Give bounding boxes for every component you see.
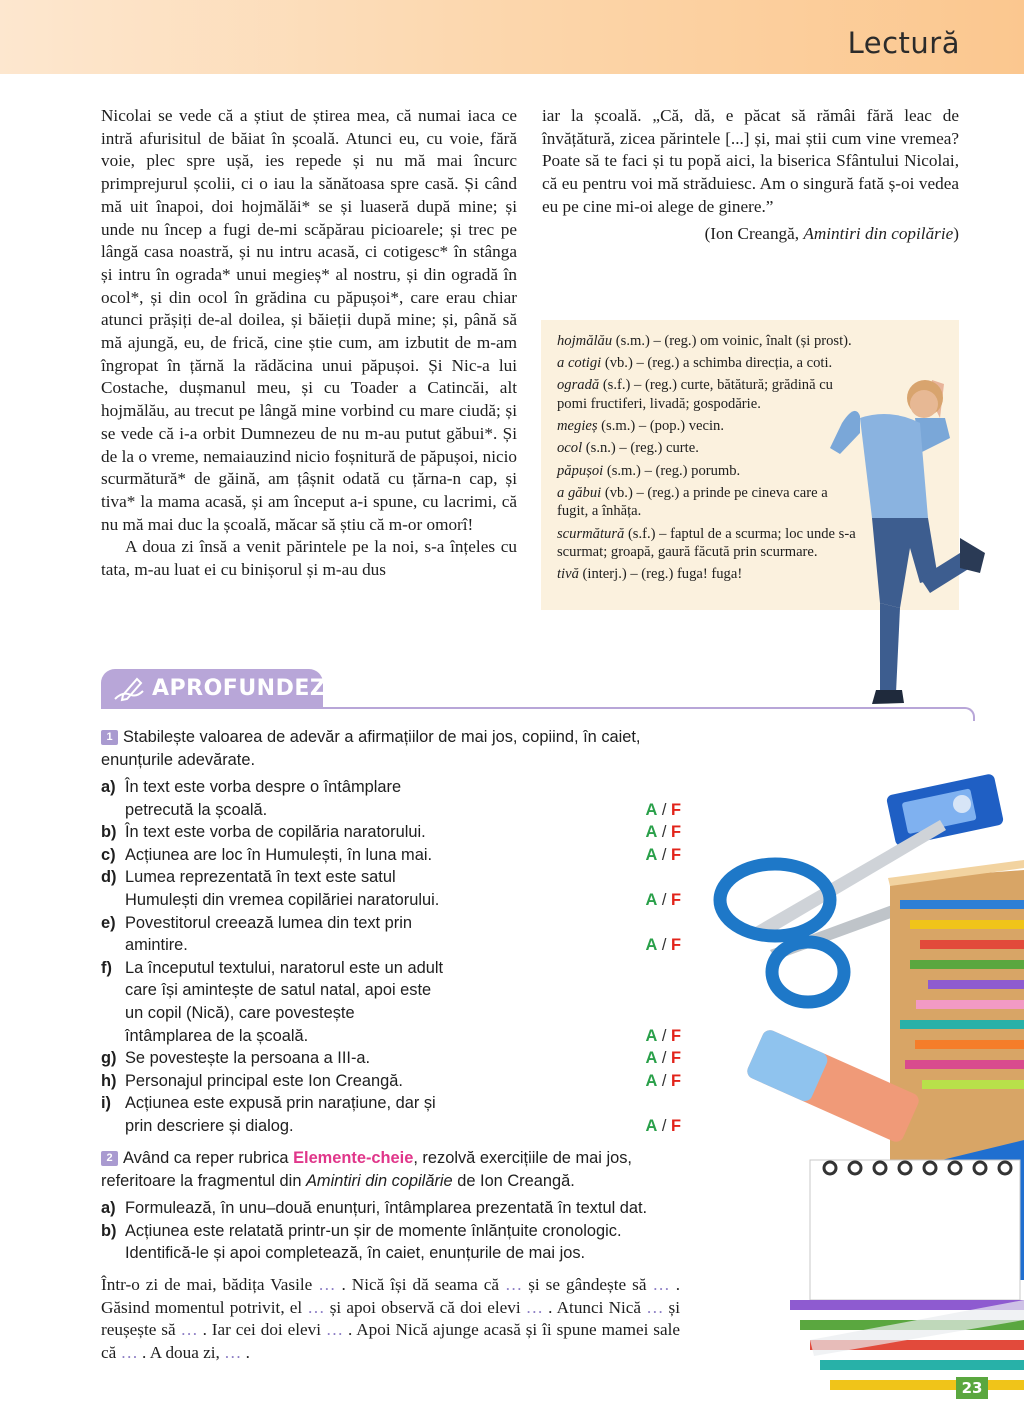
fill-text: și apoi observă că doi elevi bbox=[324, 1297, 526, 1317]
glossary-term: tivă bbox=[557, 566, 579, 583]
false-option[interactable]: F bbox=[670, 845, 681, 864]
running-boy-image bbox=[820, 378, 990, 708]
true-false-item bbox=[101, 1092, 691, 1137]
true-false-marker[interactable] bbox=[645, 1070, 681, 1093]
task-item bbox=[101, 1220, 691, 1265]
fill-text: . Găsind momentul potrivit, el bbox=[101, 1275, 681, 1317]
blank-placeholder[interactable]: … bbox=[652, 1275, 670, 1294]
true-false-marker[interactable] bbox=[645, 1047, 681, 1070]
blank-placeholder[interactable]: … bbox=[505, 1275, 523, 1294]
glossary-term: megieș bbox=[557, 418, 598, 435]
exercise-1-items bbox=[101, 776, 691, 1138]
paragraph: Nicolai se vede că a știut de știrea mea, că numai iaca ce intră afurisitul de băiat în școală. Atunci eu, cu voie, fără voie, plec spre ușă, ies repede și nu mă mai încurc primprejurul școlii, ci o iau la sănătoasa spre casă. Și când mă uit înapoi, doi hojmălăi* se și luaseră după mine; și unde nu încep a fugi de-mi scăpărau picioarele; și trec pe lângă casa noastră, și nu intru acasă, ci cotigesc* în stânga și intru în ograda* unui megieș* al nostru, și din ogradă în ocol*, și din ocol în grădina cu păpușoi*, care erau chiar atunci prășiți de-al doilea, și băieții după mine; și, până să mă ajungă, eu, de frică, cine știe cum, am izbutit de m-am îngropat în țărnă la rădăcina unui păpușoi. Și Nic-a lui Costache, dușmanul meu, și cu Toader a Catincăi, alt hojmălău, au trecut pe lângă mine vorbind cu mare ciudă; și se vede că i-a orbit Dumnezeu de nu m-au putut găbui*. Și de la o vreme, nemaiauzind nicio foșnitură de păpușoi, nicio scurmătură* de găină, am țâșnit odată cu țărna-n cap, și tiva* la mama acasă, și am început a-i spune, cu lacrimi, că nu mă mai duc la școală, măcar să știu că m-or omorî! bbox=[101, 106, 517, 534]
glossary-definition: (s.f.) – (reg.) curte, bătătură; grădină cu pomi fructiferi, livadă; gospodărie. bbox=[557, 377, 833, 412]
item-text: Personajul principal este Ion Creangă. bbox=[125, 1071, 403, 1090]
blank-placeholder[interactable]: … bbox=[120, 1343, 138, 1363]
fill-text: și reușește să bbox=[101, 1297, 680, 1340]
glossary-term: ocol bbox=[557, 440, 583, 457]
item-text: În text este vorba de copilăria naratorului. bbox=[125, 823, 426, 842]
exercise-2-items bbox=[101, 1197, 691, 1265]
fill-text: . Apoi Nică ajunge acasă și îi spune mamei sale că bbox=[101, 1320, 680, 1363]
item-text: Acțiunea are loc în Humulești, în luna mai. bbox=[125, 845, 433, 864]
item-text: Se povestește la persoana a III-a. bbox=[125, 1049, 371, 1068]
item-label: d) bbox=[101, 868, 117, 887]
fill-text: . Nică își dă seama că bbox=[335, 1275, 505, 1294]
true-option[interactable]: A bbox=[645, 936, 658, 955]
item-text: Povestitorul creează lumea din text prin amintire. bbox=[125, 913, 412, 955]
glossary-definition: (interj.) – (reg.) fuga! fuga! bbox=[578, 566, 743, 583]
option-separator: / bbox=[657, 1026, 671, 1045]
option-separator: / bbox=[657, 823, 671, 842]
glossary-term: a găbui bbox=[557, 484, 602, 501]
option-separator: / bbox=[657, 936, 671, 955]
item-text: În text este vorba despre o întâmplare petrecută la școală. bbox=[125, 778, 402, 819]
option-separator: / bbox=[657, 800, 671, 819]
exercise-2-prompt: 2 Având ca reper rubrica Elemente-cheie, rezolvă exercițiile de mai jos, referitoare la fragmentul din Amintiri din copilărie de Ion Creangă. bbox=[101, 1149, 632, 1190]
glossary-item bbox=[557, 525, 857, 562]
item-label: b) bbox=[101, 1221, 117, 1240]
section-divider bbox=[101, 707, 975, 721]
glossary-definition: (vb.) – (reg.) a schimba direcția, a coti. bbox=[601, 355, 833, 372]
true-false-item bbox=[101, 821, 691, 844]
glossary-item bbox=[557, 332, 857, 351]
item-label: f) bbox=[101, 958, 112, 977]
item-text: Lumea reprezentată în text este satul Humulești din vremea copilăriei naratorului. bbox=[125, 868, 440, 909]
section-title: Lectură bbox=[847, 26, 960, 60]
true-false-marker[interactable] bbox=[645, 889, 681, 912]
glossary-item bbox=[557, 484, 857, 521]
true-false-marker[interactable] bbox=[645, 1115, 681, 1138]
true-option[interactable]: A bbox=[645, 1026, 658, 1045]
glossary-definition: (s.m.) – (pop.) vecin. bbox=[597, 418, 724, 435]
pencil-writing-icon bbox=[113, 677, 145, 703]
text-column-right bbox=[542, 105, 959, 245]
false-option[interactable]: F bbox=[670, 936, 681, 955]
false-option[interactable]: F bbox=[670, 1116, 681, 1135]
fill-text: Într-o zi de mai, bădița Vasile bbox=[101, 1275, 319, 1294]
true-false-item bbox=[101, 1047, 691, 1070]
item-label: h) bbox=[101, 1071, 117, 1090]
false-option[interactable]: F bbox=[670, 1026, 681, 1045]
glossary-item bbox=[557, 439, 857, 458]
option-separator: / bbox=[657, 1116, 671, 1135]
page-number: 23 bbox=[956, 1377, 988, 1399]
glossary-definition: (vb.) – (reg.) a prinde pe cineva care a fugit, a înhăța. bbox=[557, 484, 828, 520]
key-elements-link[interactable]: Elemente-cheie bbox=[293, 1149, 414, 1167]
true-option[interactable]: A bbox=[645, 823, 658, 842]
true-false-item bbox=[101, 957, 691, 1047]
glossary-item bbox=[557, 354, 857, 373]
item-label: c) bbox=[101, 845, 116, 864]
true-false-marker[interactable] bbox=[645, 821, 681, 844]
item-label: e) bbox=[101, 913, 116, 932]
fill-text: . Atunci Nică bbox=[542, 1297, 647, 1317]
fill-text: . bbox=[241, 1343, 250, 1363]
true-option[interactable]: A bbox=[645, 1071, 658, 1090]
glossary-term: ogradă bbox=[557, 377, 600, 394]
item-label: b) bbox=[101, 823, 117, 842]
item-label: g) bbox=[101, 1049, 117, 1068]
fill-text: . A doua zi, bbox=[137, 1343, 225, 1363]
fill-text: . Iar cei doi elevi bbox=[197, 1320, 326, 1340]
glossary-definition: (s.m.) – (reg.) om voinic, înalt (și prost). bbox=[612, 333, 852, 349]
true-false-marker[interactable] bbox=[645, 844, 681, 867]
true-option[interactable]: A bbox=[645, 890, 658, 909]
exercise-1-prompt: 1 Stabilește valoarea de adevăr a afirmațiilor de mai jos, copiind, în caiet, enunțurile adevărate. bbox=[101, 728, 641, 769]
blank-placeholder[interactable]: … bbox=[180, 1320, 198, 1340]
glossary-definition: (s.m.) – (reg.) porumb. bbox=[603, 462, 741, 479]
glossary-term: păpușoi bbox=[557, 462, 604, 479]
option-separator: / bbox=[657, 1049, 671, 1068]
blank-placeholder[interactable]: … bbox=[325, 1320, 344, 1340]
true-false-marker[interactable] bbox=[645, 1025, 681, 1048]
true-false-marker[interactable] bbox=[645, 934, 681, 957]
true-option[interactable]: A bbox=[645, 800, 658, 819]
blank-placeholder[interactable]: … bbox=[224, 1343, 242, 1363]
item-text: Formulează, în unu–două enunțuri, întâmplarea prezentată în textul dat. bbox=[125, 1199, 648, 1217]
blank-placeholder[interactable]: … bbox=[307, 1297, 325, 1317]
glossary-item bbox=[557, 417, 857, 436]
true-false-item bbox=[101, 1070, 691, 1093]
glossary-item bbox=[557, 565, 857, 584]
true-false-item bbox=[101, 866, 691, 911]
true-false-marker[interactable] bbox=[645, 799, 681, 822]
school-supplies-image bbox=[690, 760, 1024, 1424]
false-option[interactable]: F bbox=[670, 1071, 681, 1090]
glossary-item bbox=[557, 462, 857, 481]
item-text: Acțiunea este expusă prin narațiune, dar și prin descriere și dialog. bbox=[125, 1094, 436, 1135]
item-label: i) bbox=[101, 1094, 112, 1113]
glossary-term: hojmălău bbox=[557, 333, 613, 349]
text-column-left bbox=[101, 105, 517, 582]
glossary-list bbox=[557, 332, 857, 587]
false-option[interactable]: F bbox=[670, 1049, 681, 1068]
false-option[interactable]: F bbox=[670, 890, 681, 909]
blank-placeholder[interactable]: … bbox=[646, 1297, 664, 1317]
true-false-item bbox=[101, 912, 691, 957]
true-option[interactable]: A bbox=[645, 1116, 658, 1135]
blank-placeholder[interactable]: … bbox=[318, 1275, 336, 1294]
exercise-number-badge: 1 bbox=[101, 730, 118, 745]
glossary-item bbox=[557, 376, 857, 413]
option-separator: / bbox=[657, 1071, 671, 1090]
fill-text: și se gândește să bbox=[522, 1275, 653, 1294]
true-false-item bbox=[101, 776, 691, 821]
section-heading: APROFUNDEZ bbox=[152, 676, 327, 701]
true-false-item bbox=[101, 844, 691, 867]
exercise-number-badge: 2 bbox=[101, 1151, 118, 1166]
paragraph: A doua zi însă a venit părintele pe la noi, s-a înțeles cu tata, m-au luat ei cu binișorul și m-au dus bbox=[101, 537, 517, 580]
true-option[interactable]: A bbox=[645, 845, 658, 864]
fill-in-paragraph bbox=[101, 1274, 680, 1365]
task-item bbox=[101, 1197, 691, 1220]
option-separator: / bbox=[657, 845, 671, 864]
item-text: La începutul textului, naratorul este un adult care își amintește de satul natal, apoi este un copil (Nică), care povestește întâmplarea de la școală. bbox=[125, 958, 444, 1045]
glossary-definition: (s.n.) – (reg.) curte. bbox=[582, 440, 699, 457]
item-label: a) bbox=[101, 778, 116, 796]
citation: (Ion Creangă, Amintiri din copilărie) bbox=[704, 223, 959, 243]
option-separator: / bbox=[657, 890, 671, 909]
glossary-term: a cotigi bbox=[557, 355, 602, 372]
glossary-term: scurmătură bbox=[557, 525, 625, 542]
true-option[interactable]: A bbox=[645, 1049, 658, 1068]
item-text: Acțiunea este relatată printr-un șir de momente înlănțuite cronologic. Identifică-le și apoi completează, în caiet, enunțurile de mai jos. bbox=[125, 1221, 622, 1263]
blank-placeholder[interactable]: … bbox=[525, 1297, 543, 1317]
false-option[interactable]: F bbox=[670, 800, 681, 819]
false-option[interactable]: F bbox=[670, 823, 681, 842]
paragraph: iar la școală. „Că, dă, e păcat să rămâi fără leac de învățătură, zicea părintele [...] și, mai știi cum vine vremea? Poate să te faci și tu popă aici, la biserica Sfântului Nicolai, că eu pentru voi mă străduiesc. Am o singură fată ș-oi vedea eu pe cine mi-oi alege de ginere.” bbox=[542, 106, 959, 216]
item-label: a) bbox=[101, 1199, 116, 1217]
glossary-definition: (s.f.) – faptul de a scurma; loc unde s-a scurmat; groapă, gaură făcută prin scurmare. bbox=[557, 525, 856, 561]
